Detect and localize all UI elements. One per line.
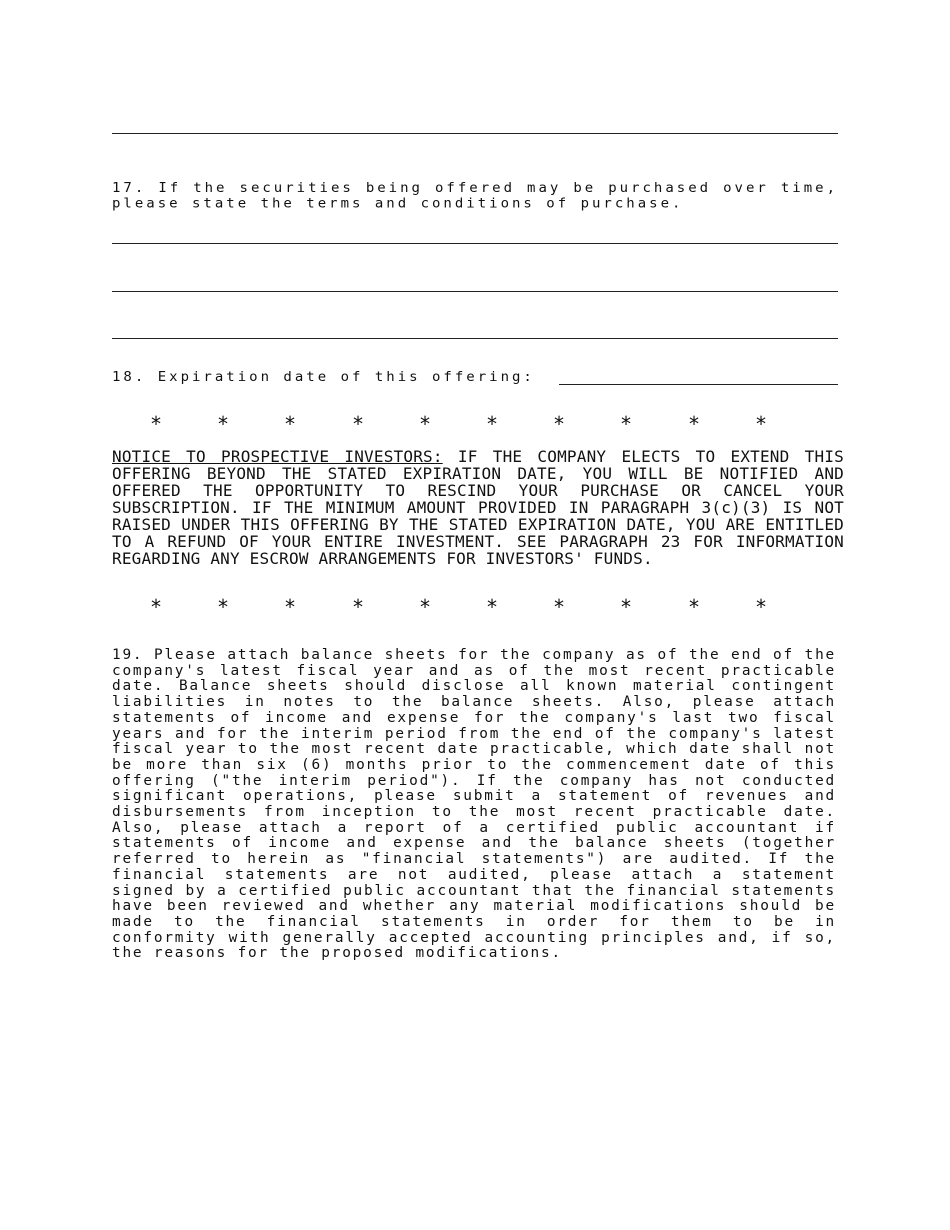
separator-star: * — [150, 595, 163, 619]
separator-star: * — [755, 412, 768, 436]
notice-body: IF THE COMPANY ELECTS TO EXTEND THIS OFFERING BEYOND THE STATED EXPIRATION DATE, YOU WILL BE NOTIFIED AND OFFERED THE OPPORTUNITY TO RESCIND YOUR PURCHASE OR CANCEL YOUR SUBSCRIPTION. IF THE MINIMUM AMOUNT PROVIDED IN PARAGRAPH 3(c)(3) IS NOT RAISED UNDER THIS OFFERING BY THE STATED EXPIRATION DATE, YOU ARE ENTITLED TO A REFUND OF YOUR ENTIRE INVESTMENT. SEE PARAGRAPH 23 FOR INFORMATION REGARDING ANY ESCROW ARRANGEMENTS FOR INVESTORS' FUNDS. — [112, 447, 844, 568]
item-17-answer-line-1 — [112, 243, 838, 244]
separator-star: * — [419, 595, 432, 619]
separator-star: * — [755, 595, 768, 619]
separator-star: * — [419, 412, 432, 436]
notice-to-investors — [112, 448, 844, 567]
separator-star: * — [217, 412, 230, 436]
item-17-question: 17. If the securities being offered may be purchased over time, please state the terms and conditions of purchase. — [112, 180, 838, 212]
separator-star: * — [284, 412, 297, 436]
separator-star: * — [150, 412, 163, 436]
separator-star: * — [688, 412, 701, 436]
separator-star: * — [486, 595, 499, 619]
separator-star: * — [352, 412, 365, 436]
separator-star: * — [553, 595, 566, 619]
item-17-answer-line-2 — [112, 291, 838, 292]
separator-star: * — [553, 412, 566, 436]
notice-heading: NOTICE TO PROSPECTIVE INVESTORS: — [112, 447, 443, 466]
separator-star: * — [284, 595, 297, 619]
separator-star: * — [620, 595, 633, 619]
separator-star: * — [688, 595, 701, 619]
item-19-instructions: 19. Please attach balance sheets for the company as of the end of the company's latest fiscal year and as of the most recent practicable date. Balance sheets should disclose all known material contingent liabilities in notes to the balance sheets. Also, please attach statements of income and expense for the company's last two fiscal years and for the interim period from the end of the company's latest fiscal year to the most recent date practicable, which date shall not be more than six (6) months prior to the commencement date of this offering ("the interim period"). If the company has not conducted significant operations, please submit a statement of revenues and disbursements from inception to the most recent practicable date. Also, please attach a report of a certified public accountant if statements of income and expense and the balance sheets (together referred to herein as "financial statements") are audited. If the financial statements are not audited, please attach a statement signed by a certified public accountant that the financial statements have been reviewed and whether any material modifications should be made to the financial statements in order for them to be in conformity with generally accepted accounting principles and, if so, the reasons for the proposed modifications. — [112, 647, 836, 962]
item-18-label: 18. Expiration date of this offering: — [112, 369, 535, 385]
separator-star: * — [217, 595, 230, 619]
separator-stars-top — [112, 414, 838, 434]
item-17-answer-line-3 — [112, 338, 838, 339]
separator-stars-bottom — [112, 597, 838, 617]
expiration-date-answer-line — [559, 384, 838, 385]
separator-star: * — [352, 595, 365, 619]
separator-star: * — [486, 412, 499, 436]
answer-line-top — [112, 133, 838, 134]
separator-star: * — [620, 412, 633, 436]
